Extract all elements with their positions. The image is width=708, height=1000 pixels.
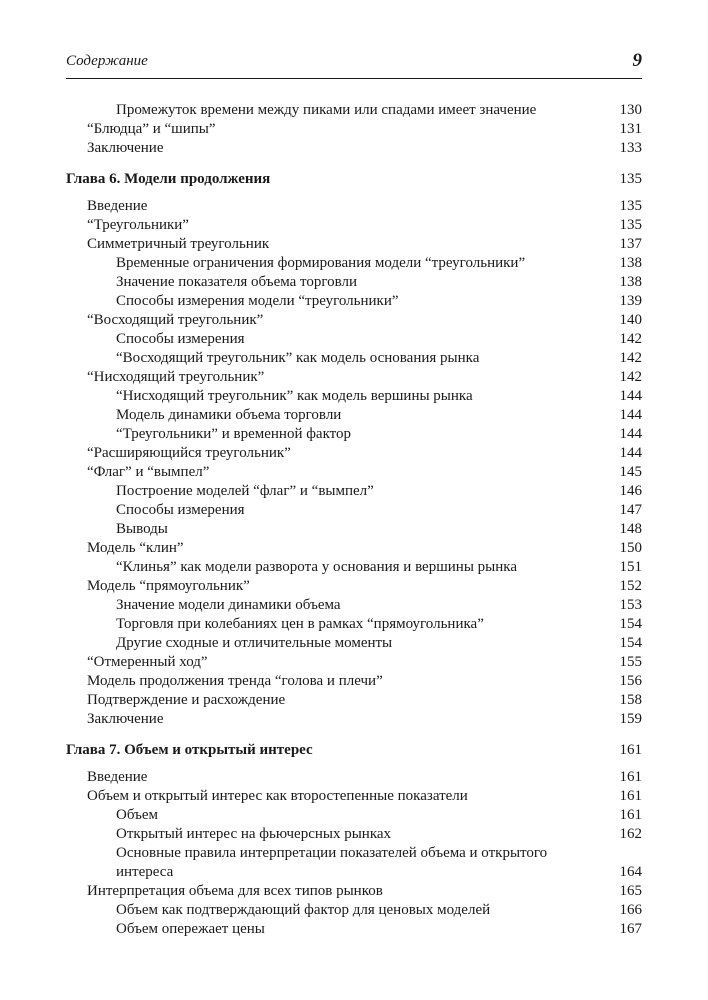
toc-entry-title: Симметричный треугольник (87, 236, 270, 252)
table-of-contents (66, 101, 642, 939)
toc-entry-title: Модель “клин” (87, 540, 184, 556)
toc-subsection-entry (66, 101, 642, 120)
toc-chapter-heading (66, 741, 642, 760)
toc-section-entry (66, 139, 642, 158)
toc-entry-title: “Блюдца” и “шипы” (87, 121, 216, 137)
toc-entry-page: 161 (619, 769, 642, 785)
running-header-title: Содержание (66, 53, 148, 69)
toc-section-entry (66, 311, 642, 330)
toc-entry-page: 138 (619, 255, 642, 271)
toc-subsection-entry (66, 501, 642, 520)
toc-section-entry (66, 235, 642, 254)
toc-section-entry (66, 577, 642, 596)
toc-entry-page: 146 (619, 483, 642, 499)
toc-entry-title: Промежуток времени между пиками или спадами имеет значение (116, 102, 537, 118)
toc-section-entry (66, 539, 642, 558)
toc-entry-page: 144 (619, 445, 642, 461)
page-number: 9 (632, 50, 642, 71)
toc-entry-title: Открытый интерес на фьючерсных рынках (116, 826, 392, 842)
toc-entry-page: 135 (619, 198, 642, 214)
toc-subsection-entry (66, 254, 642, 273)
toc-entry-title: “Восходящий треугольник” (87, 312, 264, 328)
toc-entry-title: “Восходящий треугольник” как модель основания рынка (116, 350, 480, 366)
toc-subsection-entry (66, 615, 642, 634)
toc-entry-page: 161 (619, 788, 642, 804)
toc-entry-title: Значение показателя объема торговли (116, 274, 358, 290)
toc-entry-page: 151 (619, 559, 642, 575)
toc-entry-page: 150 (619, 540, 642, 556)
toc-entry-page: 156 (619, 673, 642, 689)
toc-entry-title: Способы измерения (116, 331, 245, 347)
toc-entry-page: 130 (619, 102, 642, 118)
toc-subsection-entry (66, 273, 642, 292)
toc-entry-page: 158 (619, 692, 642, 708)
toc-entry-page: 165 (619, 883, 642, 899)
toc-entry-page: 144 (619, 388, 642, 404)
toc-section-entry (66, 216, 642, 235)
toc-entry-title: Подтверждение и расхождение (87, 692, 286, 708)
toc-entry-page: 145 (619, 464, 642, 480)
toc-subsection-entry (66, 634, 642, 653)
toc-entry-page: 135 (619, 171, 642, 187)
toc-section-entry (66, 653, 642, 672)
toc-subsection-entry (66, 520, 642, 539)
toc-entry-title: Значение модели динамики объема (116, 597, 341, 613)
toc-entry-page: 148 (619, 521, 642, 537)
toc-entry-title: Глава 7. Объем и открытый интерес (66, 742, 313, 758)
toc-entry-title: “Нисходящий треугольник” (87, 369, 265, 385)
toc-subsection-entry (66, 330, 642, 349)
toc-entry-page: 155 (619, 654, 642, 670)
toc-entry-page: 142 (619, 331, 642, 347)
toc-section-entry (66, 710, 642, 729)
toc-entry-title: Построение моделей “флаг” и “вымпел” (116, 483, 374, 499)
toc-entry-page: 144 (619, 426, 642, 442)
toc-subsection-entry (66, 425, 642, 444)
toc-entry-title: “Нисходящий треугольник” как модель вершины рынка (116, 388, 473, 404)
toc-entry-page: 135 (619, 217, 642, 233)
toc-entry-title: Объем опережает цены (116, 921, 265, 937)
toc-section-entry (66, 882, 642, 901)
toc-entry-title: Другие сходные и отличительные моменты (116, 635, 393, 651)
toc-entry-page: 142 (619, 369, 642, 385)
toc-entry-title: Глава 6. Модели продолжения (66, 171, 271, 187)
toc-section-entry (66, 463, 642, 482)
toc-subsection-entry (66, 558, 642, 577)
toc-entry-title: Модель динамики объема торговли (116, 407, 342, 423)
toc-entry-page: 140 (619, 312, 642, 328)
toc-entry-title: Способы измерения модели “треугольники” (116, 293, 399, 309)
toc-entry-title: “Отмеренный ход” (87, 654, 208, 670)
toc-section-entry (66, 787, 642, 806)
toc-subsection-entry (66, 349, 642, 368)
toc-entry-title: Введение (87, 769, 148, 785)
toc-section-entry (66, 691, 642, 710)
toc-entry-page: 142 (619, 350, 642, 366)
toc-entry-page: 154 (619, 635, 642, 651)
toc-entry-title: “Расширяющийся треугольник” (87, 445, 291, 461)
toc-section-entry (66, 444, 642, 463)
toc-entry-title: Объем (116, 807, 158, 823)
toc-subsection-entry (66, 482, 642, 501)
toc-entry-title: Объем и открытый интерес как второстепенные показатели (87, 788, 468, 804)
toc-subsection-entry (66, 406, 642, 425)
toc-subsection-entry (66, 920, 642, 939)
toc-section-entry (66, 672, 642, 691)
toc-entry-title: Временные ограничения формирования модели “треугольники” (116, 255, 526, 271)
toc-entry-page: 139 (619, 293, 642, 309)
toc-entry-page: 166 (619, 902, 642, 918)
toc-entry-title: Модель продолжения тренда “голова и плечи” (87, 673, 383, 689)
toc-subsection-entry (66, 292, 642, 311)
toc-entry-title: Интерпретация объема для всех типов рынков (87, 883, 383, 899)
toc-entry-title: “Треугольники” и временной фактор (116, 426, 352, 442)
toc-chapter-heading (66, 170, 642, 189)
toc-entry-page: 137 (619, 236, 642, 252)
toc-entry-page: 147 (619, 502, 642, 518)
toc-entry-page: 133 (619, 140, 642, 156)
toc-entry-page: 138 (619, 274, 642, 290)
toc-subsection-entry (66, 901, 642, 920)
toc-entry-page: 161 (619, 807, 642, 823)
running-header (66, 50, 642, 79)
toc-entry-page: 164 (619, 864, 642, 880)
toc-entry-page: 159 (619, 711, 642, 727)
toc-entry-page: 167 (619, 921, 642, 937)
toc-entry-page: 152 (619, 578, 642, 594)
toc-subsection-entry (66, 844, 642, 882)
toc-entry-title: Торговля при колебаниях цен в рамках “прямоугольника” (116, 616, 484, 632)
toc-entry-page: 144 (619, 407, 642, 423)
toc-subsection-entry (66, 596, 642, 615)
toc-entry-title: Основные правила интерпретации показателей объема и открытого интереса (116, 845, 548, 880)
toc-entry-page: 153 (619, 597, 642, 613)
toc-section-entry (66, 768, 642, 787)
toc-entry-title: Модель “прямоугольник” (87, 578, 250, 594)
toc-entry-title: Способы измерения (116, 502, 245, 518)
toc-section-entry (66, 197, 642, 216)
toc-entry-title: Заключение (87, 711, 164, 727)
toc-entry-title: Заключение (87, 140, 164, 156)
toc-entry-page: 162 (619, 826, 642, 842)
toc-section-entry (66, 368, 642, 387)
toc-subsection-entry (66, 806, 642, 825)
toc-entry-page: 161 (619, 742, 642, 758)
toc-section-entry (66, 120, 642, 139)
toc-entry-title: Объем как подтверждающий фактор для ценовых моделей (116, 902, 491, 918)
toc-entry-page: 131 (619, 121, 642, 137)
toc-subsection-entry (66, 387, 642, 406)
toc-entry-page: 154 (619, 616, 642, 632)
toc-entry-title: Введение (87, 198, 148, 214)
toc-entry-title: Выводы (116, 521, 168, 537)
toc-entry-title: “Клинья” как модели разворота у основания и вершины рынка (116, 559, 517, 575)
toc-subsection-entry (66, 825, 642, 844)
toc-entry-title: “Флаг” и “вымпел” (87, 464, 210, 480)
toc-entry-title: “Треугольники” (87, 217, 189, 233)
